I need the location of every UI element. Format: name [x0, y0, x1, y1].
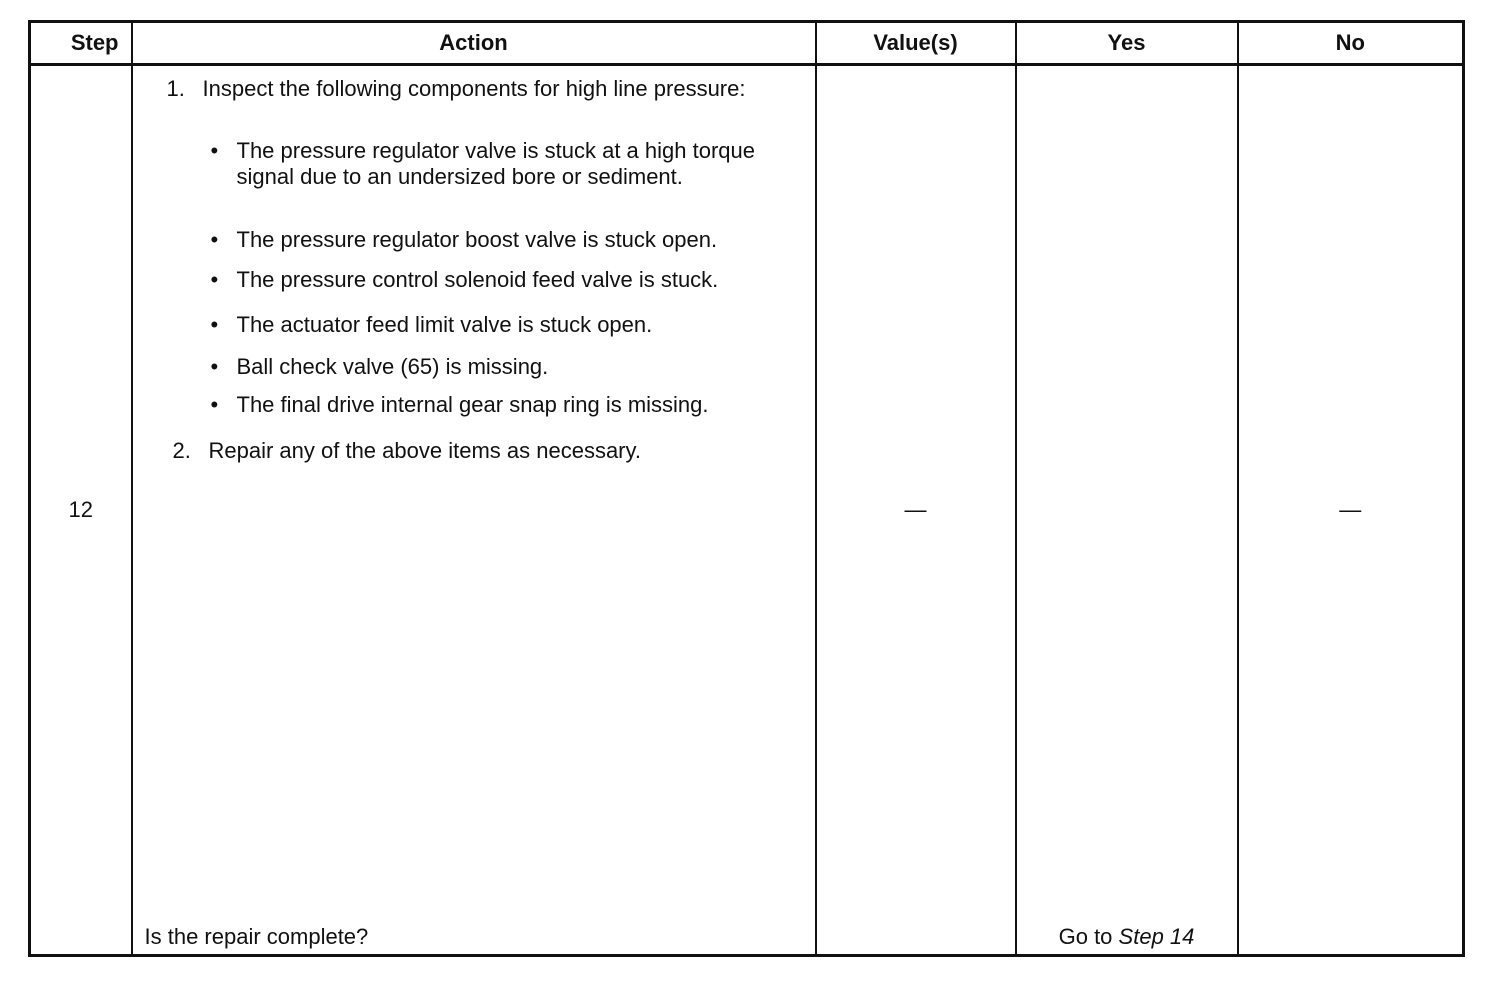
bullet-icon: •: [210, 138, 219, 163]
bullet-text: The final drive internal gear snap ring is missing.: [236, 392, 709, 417]
action-item-2: [173, 438, 801, 464]
item-text: Repair any of the above items as necessary.: [208, 438, 641, 463]
no-cell: —: [1238, 65, 1464, 956]
diagnostic-table: [28, 20, 1465, 957]
bullet-icon: •: [210, 227, 219, 252]
item-number: 2.: [172, 438, 191, 463]
table-row: [30, 65, 1464, 956]
step-number: 12: [30, 65, 132, 956]
bullet-text: The pressure regulator boost valve is stuck open.: [236, 227, 718, 252]
header-values: Value(s): [816, 22, 1016, 65]
list-item: [211, 392, 801, 418]
header-action: Action: [132, 22, 816, 65]
bullet-text: The pressure regulator valve is stuck at a high torque signal due to an undersized bore or sediment.: [236, 138, 755, 189]
action-question: Is the repair complete?: [144, 924, 369, 949]
header-row: [30, 22, 1464, 65]
yes-prefix: Go to: [1058, 924, 1113, 949]
bullet-text: The pressure control solenoid feed valve is stuck.: [236, 267, 719, 292]
yes-step-link: Step 14: [1118, 924, 1195, 949]
bullet-text: Ball check valve (65) is missing.: [236, 354, 549, 379]
list-item: [211, 138, 801, 190]
bullet-icon: •: [210, 392, 219, 417]
yes-cell: [1016, 65, 1238, 956]
item-number: 1.: [166, 76, 185, 101]
list-item: [211, 227, 801, 253]
bullet-text: The actuator feed limit valve is stuck open.: [236, 312, 653, 337]
values-cell: —: [816, 65, 1016, 956]
action-cell: [132, 65, 816, 956]
item-text: Inspect the following components for high line pressure:: [202, 76, 746, 101]
header-step: Step: [30, 22, 132, 65]
bullet-icon: •: [210, 354, 219, 379]
bullet-icon: •: [210, 267, 219, 292]
list-item: [211, 312, 801, 338]
header-no: No: [1238, 22, 1464, 65]
bullet-icon: •: [210, 312, 219, 337]
list-item: [211, 354, 801, 380]
action-item-1: [167, 76, 801, 102]
header-yes: Yes: [1016, 22, 1238, 65]
yes-goto: [1059, 924, 1195, 954]
list-item: [211, 267, 801, 293]
